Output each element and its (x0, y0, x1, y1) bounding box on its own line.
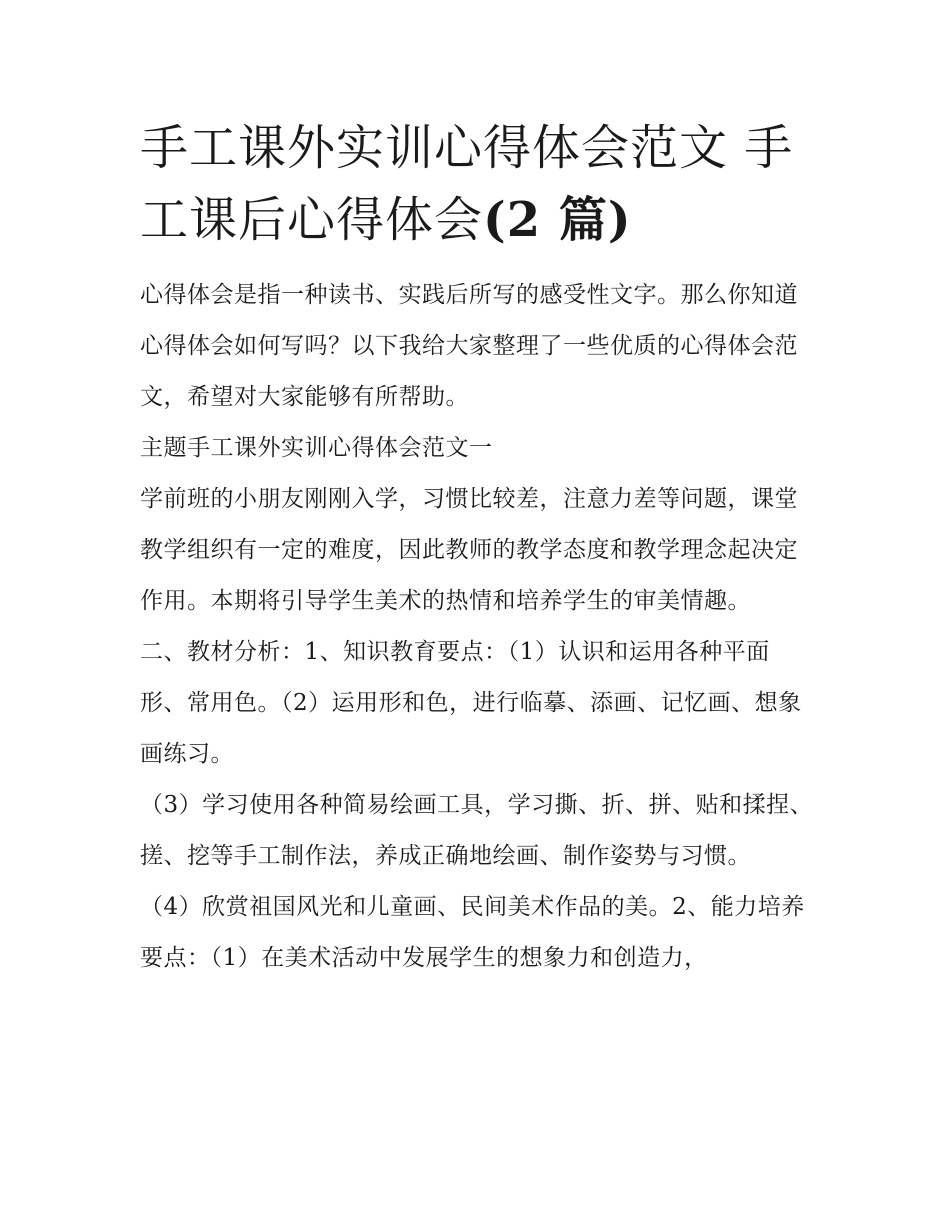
document-page (140, 112, 815, 984)
document-title-text: 手工课外实训心得体会范文 手工课后心得体会 (140, 120, 794, 248)
body-paragraph-3: （3）学习使用各种简易绘画工具，学习撕、折、拼、贴和揉捏、搓、挖等手工制作法，养成正确地绘画、制作姿势与习惯。 (140, 792, 814, 869)
body-paragraph-4: （4）欣赏祖国风光和儿童画、民间美术作品的美。2、能力培养要点：（1）在美术活动中发展学生的想象力和创造力， (140, 894, 805, 971)
document-title (140, 112, 815, 256)
document-title-suffix: (2 篇) (483, 192, 632, 248)
section-heading: 主题手工课外实训心得体会范文一 (140, 435, 493, 461)
body-paragraph-1: 学前班的小朋友刚刚入学，习惯比较差，注意力差等问题，课堂教学组织有一定的难度，因此教师的教学态度和教学理念起决定作用。本期将引导学生美术的热情和培养学生的审美情趣。 (140, 486, 798, 614)
intro-paragraph: 心得体会是指一种读书、实践后所写的感受性文字。那么你知道心得体会如何写吗？以下我给大家整理了一些优质的心得体会范文，希望对大家能够有所帮助。 (140, 282, 798, 410)
body-paragraph-2: 二、教材分析：1、知识教育要点：（1）认识和运用各种平面形、常用色。（2）运用形和色，进行临摹、添画、记忆画、想象画练习。 (140, 639, 802, 767)
